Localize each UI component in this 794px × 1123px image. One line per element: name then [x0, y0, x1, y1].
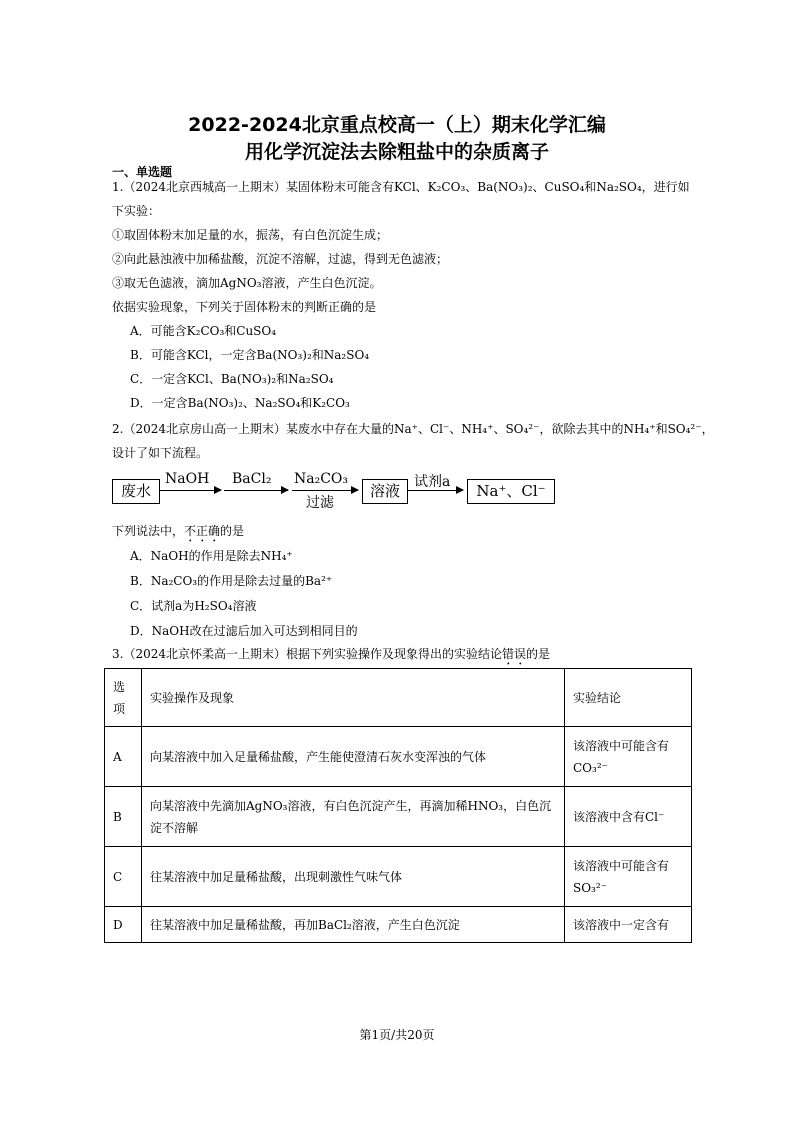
flow-label-filter: 过滤 [306, 495, 334, 511]
q3-stem [112, 646, 550, 668]
table-cell-option: A [105, 727, 142, 787]
q1-step1: ①取固体粉末加足量的水，振荡，有白色沉淀生成； [112, 228, 389, 242]
q1-option-d: D．一定含Ba(NO₃)₂、Na₂SO₄和K₂CO₃ [130, 396, 350, 410]
q2-option-c: C．试剂a为H₂SO₄溶液 [130, 599, 257, 613]
flow-box-mid: 溶液 [362, 479, 408, 504]
q2-stem-prefix: 下列说法中， [112, 524, 185, 538]
table-header-conclusion: 实验结论 [565, 669, 692, 727]
q2-line1: 2.（2024北京房山高一上期末）某废水中存在大量的Na⁺、Cl⁻、NH₄⁺、SO₄²⁻，欲除去其中的NH₄⁺和SO₄²⁻， [112, 422, 714, 436]
page-title-line1: 2022-2024北京重点校高一（上）期末化学汇编 [188, 114, 606, 136]
table-cell-option: D [105, 907, 142, 943]
flow-label-na2co3: Na₂CO₃ [294, 471, 349, 487]
q1-step2: ②向此悬浊液中加稀盐酸，沉淀不溶解，过滤，得到无色滤液； [112, 252, 449, 266]
table-cell-conclusion: 该溶液中可能含有CO₃²⁻ [565, 727, 692, 787]
section-heading: 一、单选题 [112, 165, 173, 179]
q2-option-a: A．NaOH的作用是除去NH₄⁺ [130, 549, 293, 563]
q1-line2: 下实验： [112, 204, 161, 218]
flow-label-reagent: 试剂a [414, 474, 451, 490]
flow-arrow-1 [159, 490, 221, 491]
q1-option-a: A．可能含K₂CO₃和CuSO₄ [130, 324, 277, 338]
q2-stem-suffix: 的是 [220, 524, 245, 538]
q2-option-d: D．NaOH改在过滤后加入可达到相同目的 [130, 624, 358, 638]
table-cell-operation: 向某溶液中先滴加AgNO₃溶液，有白色沉淀产生，再滴加稀HNO₃，白色沉淀不溶解 [142, 787, 565, 847]
page-title-line2: 用化学沉淀法去除粗盐中的杂质离子 [244, 141, 549, 163]
table-cell-option: C [105, 847, 142, 907]
table-cell-conclusion: 该溶液中含有Cl⁻ [565, 787, 692, 847]
table-row [105, 727, 692, 787]
q3-stem-emphasis: 错误 [502, 647, 527, 661]
table-cell-operation: 向某溶液中加入足量稀盐酸，产生能使澄清石灰水变浑浊的气体 [142, 727, 565, 787]
table-cell-operation: 往某溶液中加足量稀盐酸，再加BaCl₂溶液，产生白色沉淀 [142, 907, 565, 943]
page-footer: 第1页/共20页 [359, 1028, 435, 1042]
q3-stem-prefix: 3.（2024北京怀柔高一上期末）根据下列实验操作及现象得出的实验结论 [112, 647, 502, 661]
q1-stem: 依据实验现象，下列关于固体粉末的判断正确的是 [112, 300, 377, 314]
q1-step3: ③取无色滤液，滴加AgNO₃溶液，产生白色沉淀。 [112, 276, 382, 290]
table-cell-conclusion: 该溶液中一定含有 [565, 907, 692, 943]
q2-line2: 设计了如下流程。 [112, 446, 209, 460]
table-header-option: 选项 [105, 669, 142, 727]
flow-label-bacl2: BaCl₂ [232, 471, 272, 487]
flow-arrow-2 [224, 490, 288, 491]
table-cell-conclusion: 该溶液中可能含有SO₃²⁻ [565, 847, 692, 907]
table-header-operation: 实验操作及现象 [142, 669, 565, 727]
experiment-table [104, 668, 692, 943]
q2-stem-emphasis: 不正确 [184, 524, 221, 538]
flow-arrow-3 [292, 490, 358, 491]
flow-box-start: 废水 [112, 479, 160, 504]
table-header-row [105, 669, 692, 727]
q1-option-b: B．可能含KCl，一定含Ba(NO₃)₂和Na₂SO₄ [130, 348, 370, 362]
q2-option-b: B．Na₂CO₃的作用是除去过量的Ba²⁺ [130, 574, 333, 588]
table-cell-operation: 往某溶液中加足量稀盐酸，出现刺激性气味气体 [142, 847, 565, 907]
flow-box-end: Na⁺、Cl⁻ [467, 479, 555, 504]
table-row [105, 907, 692, 943]
q2-stem [112, 523, 244, 545]
q1-line1: 1.（2024北京西城高一上期末）某固体粉末可能含有KCl、K₂CO₃、Ba(NO₃)₂、CuSO₄和Na₂SO₄，进行如 [112, 180, 690, 194]
flow-label-naoh: NaOH [165, 471, 210, 487]
table-cell-option: B [105, 787, 142, 847]
q3-stem-suffix: 的是 [526, 647, 551, 661]
table-row [105, 787, 692, 847]
q1-option-c: C．一定含KCl、Ba(NO₃)₂和Na₂SO₄ [130, 372, 334, 386]
table-row [105, 847, 692, 907]
